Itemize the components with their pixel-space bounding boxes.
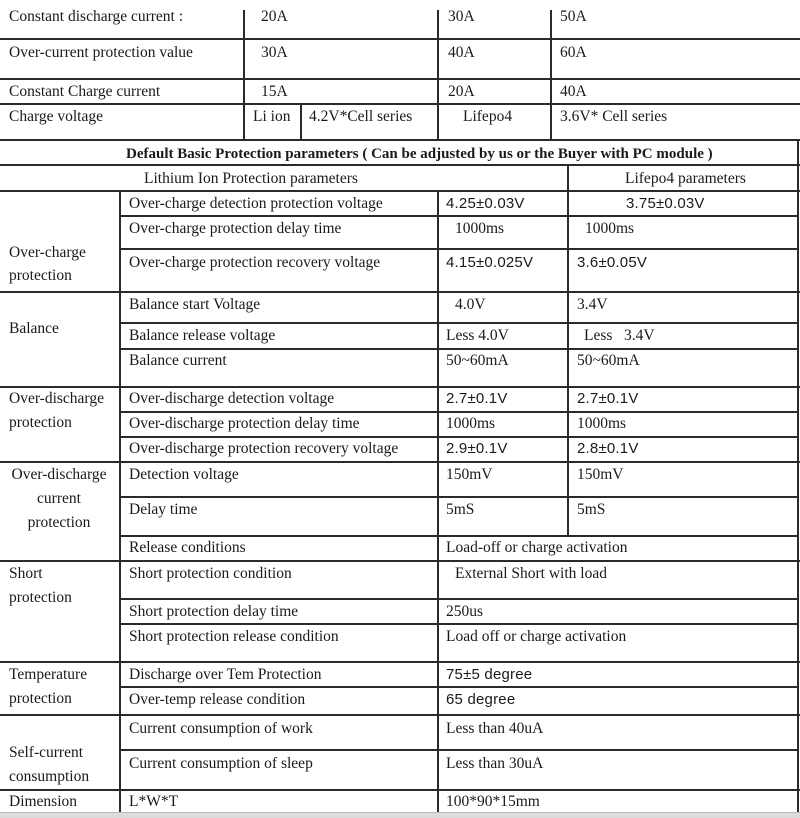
grid-line [437, 190, 439, 812]
group-label-line: Over-charge [9, 244, 86, 261]
param-name: Balance start Voltage [129, 296, 261, 313]
param-name: Over-charge protection delay time [129, 220, 342, 237]
param-value-shared: 100*90*15mm [446, 793, 540, 810]
group-label-self-current [9, 744, 89, 786]
group-label-line: protection [9, 589, 72, 606]
grid-line [119, 190, 121, 812]
param-value-lifepo4: 5mS [577, 501, 606, 518]
param-value-shared: Load off or charge activation [446, 628, 627, 645]
param-name: L*W*T [129, 793, 179, 810]
param-value-shared: External Short with load [455, 565, 607, 582]
subheader-liion: Lithium Ion Protection parameters [144, 170, 358, 187]
grid-line [0, 139, 800, 141]
param-name: Over-charge protection recovery voltage [129, 254, 381, 271]
group-label-line: Over-discharge [9, 390, 104, 407]
grid-line [119, 411, 799, 413]
group-label-line: consumption [9, 768, 90, 785]
param-value-lifepo4: 1000ms [585, 220, 635, 237]
param-value-liion: 150mV [446, 466, 493, 483]
param-name: Short protection delay time [129, 603, 299, 620]
row-label-over-current: Over-current protection value [9, 44, 193, 61]
liion-label: Li ion [253, 108, 291, 125]
grid-line [550, 10, 552, 139]
section-title: Default Basic Protection parameters ( Can be adjusted by us or the Buyer with PC module ) [126, 146, 713, 162]
param-value-liion: 2.9±0.1V [446, 440, 508, 457]
grid-line [0, 78, 800, 80]
grid-line [119, 248, 799, 250]
param-value-liion: 5mS [446, 501, 475, 518]
param-value-lifepo4: 150mV [577, 466, 624, 483]
param-name: Over-charge detection protection voltage [129, 195, 383, 212]
param-value-shared: Load-off or charge activation [446, 539, 628, 556]
grid-line [119, 496, 799, 498]
param-name: Detection voltage [129, 466, 239, 483]
param-name: Over-discharge protection recovery voltage [129, 440, 399, 457]
grid-line [119, 686, 799, 688]
group-label-line: Over-discharge [11, 466, 107, 483]
group-label-over-charge [9, 244, 86, 285]
value-30a: 30A [448, 8, 475, 25]
param-value-lifepo4: 3.75±0.03V [626, 195, 705, 212]
grid-line [119, 598, 799, 600]
param-name: Over-temp release condition [129, 691, 306, 708]
param-name: Over-discharge protection delay time [129, 415, 360, 432]
param-name: Current consumption of work [129, 720, 313, 737]
value-50a: 50A [560, 8, 587, 25]
grid-line [119, 322, 799, 324]
value: 30A [261, 44, 288, 61]
group-label-line: Self-current [9, 744, 84, 761]
value-20a: 20A [261, 8, 288, 25]
grid-line [0, 661, 800, 663]
param-value-shared: Less than 40uA [446, 720, 544, 737]
grid-line [0, 461, 800, 463]
bottom-edge [0, 812, 800, 818]
grid-line [0, 164, 800, 166]
param-value-shared: 250us [446, 603, 484, 620]
group-label-line: protection [27, 514, 91, 531]
lifepo4-label: Lifepo4 [463, 108, 513, 125]
param-name: Delay time [129, 501, 198, 518]
param-value-liion: 4.15±0.025V [446, 254, 534, 271]
grid-line [567, 164, 569, 190]
param-value-liion: 1000ms [446, 415, 496, 432]
group-label-over-discharge [9, 390, 104, 432]
grid-line [437, 10, 439, 139]
liion-charge-voltage: 4.2V*Cell series [309, 108, 413, 125]
param-value-liion: Less 4.0V [446, 327, 509, 344]
group-label-balance: Balance [9, 320, 59, 337]
value: 40A [448, 44, 475, 61]
grid-line [119, 215, 799, 217]
param-value-lifepo4: Less 3.4V [584, 327, 655, 344]
value: 40A [560, 83, 587, 100]
value: 15A [261, 83, 288, 100]
param-value-lifepo4: 3.4V [577, 296, 608, 313]
grid-line [119, 749, 799, 751]
row-label-constant-discharge: Constant discharge current : [9, 8, 184, 25]
row-label-constant-charge: Constant Charge current [9, 83, 161, 100]
grid-line [119, 623, 799, 625]
row-label-charge-voltage: Charge voltage [9, 108, 103, 125]
group-label-short [9, 565, 72, 607]
param-value-shared: 65 degree [446, 691, 516, 708]
param-value-liion: 4.25±0.03V [446, 195, 525, 212]
param-value-lifepo4: 3.6±0.05V [577, 254, 648, 271]
param-name: Current consumption of sleep [129, 755, 313, 772]
grid-line [119, 436, 799, 438]
group-label-dimension: Dimension [9, 793, 78, 810]
value: 20A [448, 83, 475, 100]
param-name: Over-discharge detection voltage [129, 390, 335, 407]
subheader-lifepo4: Lifepo4 parameters [625, 170, 746, 187]
group-label-line: Short [9, 565, 43, 582]
group-label-line: protection [9, 414, 72, 431]
group-label-line: current [37, 490, 81, 507]
param-value-shared: Less than 30uA [446, 755, 544, 772]
grid-line [0, 38, 800, 40]
param-name: Short protection condition [129, 565, 292, 582]
param-name: Discharge over Tem Protection [129, 666, 322, 683]
param-value-lifepo4: 50~60mA [577, 352, 640, 369]
grid-line [119, 535, 799, 537]
grid-line [0, 386, 800, 388]
param-value-lifepo4: 1000ms [577, 415, 627, 432]
param-value-lifepo4: 2.7±0.1V [577, 390, 639, 407]
param-value-shared: 75±5 degree [446, 666, 533, 683]
param-value-liion: 2.7±0.1V [446, 390, 508, 407]
param-value-lifepo4: 2.8±0.1V [577, 440, 639, 457]
grid-line [0, 789, 800, 791]
grid-line [119, 348, 799, 350]
group-label-line: protection [9, 690, 72, 707]
param-value-liion: 4.0V [455, 296, 486, 313]
value: 60A [560, 44, 587, 61]
param-name: Balance release voltage [129, 327, 276, 344]
grid-line [0, 103, 800, 105]
grid-line [243, 10, 245, 139]
param-name: Balance current [129, 352, 227, 369]
group-label-line: protection [9, 267, 72, 284]
param-name: Short protection release condition [129, 628, 339, 645]
grid-line [567, 190, 569, 535]
group-label-temperature [9, 666, 87, 708]
grid-line [797, 139, 799, 812]
grid-line [0, 560, 800, 562]
param-name: Release conditions [129, 539, 246, 556]
param-value-liion: 50~60mA [446, 352, 509, 369]
group-label-over-discharge-current [9, 466, 109, 532]
group-label-line: Temperature [9, 666, 88, 683]
grid-line [0, 714, 800, 716]
grid-line [0, 291, 800, 293]
param-value-liion: 1000ms [455, 220, 505, 237]
grid-line [300, 103, 302, 139]
lifepo4-charge-voltage: 3.6V* Cell series [560, 108, 668, 125]
